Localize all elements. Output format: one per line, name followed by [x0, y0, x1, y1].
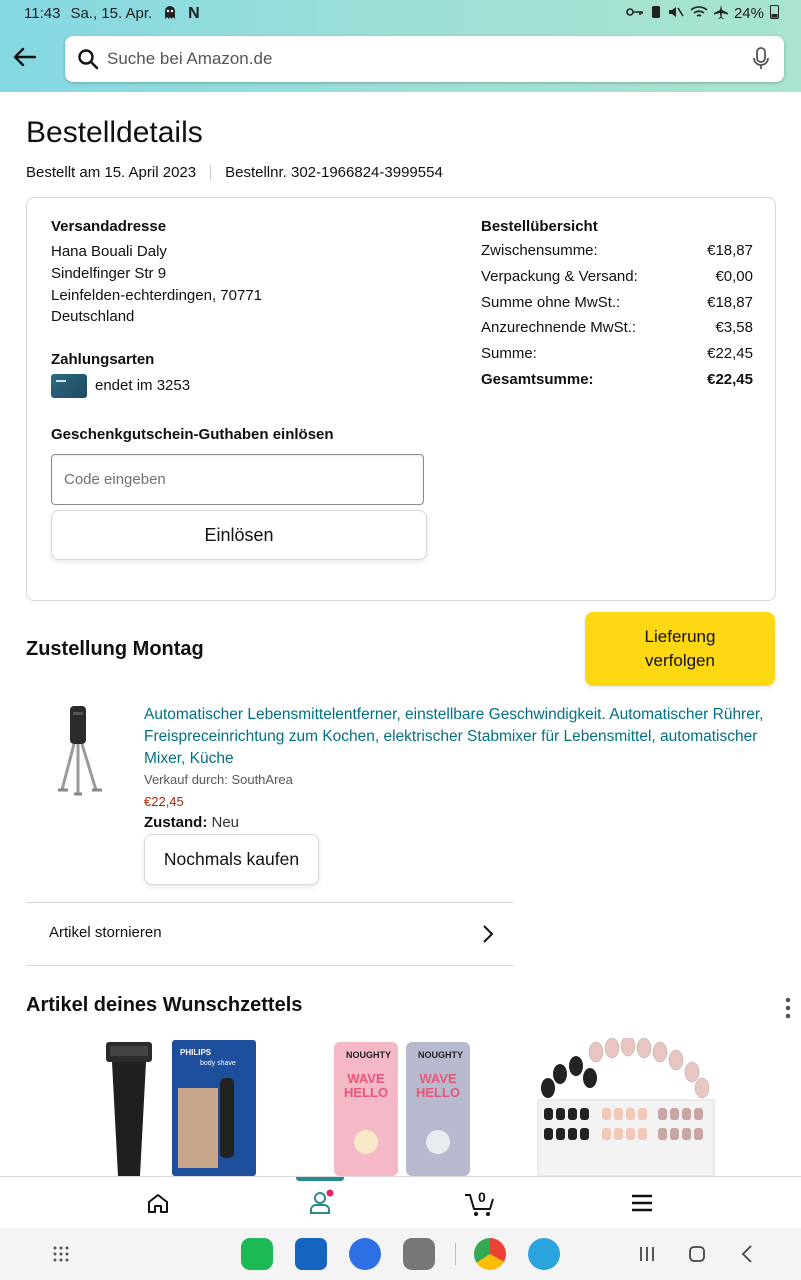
order-info-card: [26, 197, 776, 601]
track-delivery-button[interactable]: [585, 612, 775, 686]
wishlist-item-shaver[interactable]: [100, 1038, 260, 1176]
shipping-name: Hana Bouali Daly: [51, 243, 167, 260]
summary-value: €18,87: [707, 242, 753, 259]
outlook-app-icon[interactable]: [295, 1238, 327, 1270]
summary-row: [481, 266, 753, 288]
airplane-icon: [714, 5, 728, 22]
ghost-icon: [162, 4, 178, 23]
order-info-left: [51, 218, 431, 545]
condition-label: Zustand:: [144, 814, 208, 831]
summary-row: [481, 317, 753, 339]
meta-divider: [210, 165, 211, 181]
nav-account[interactable]: [260, 1177, 380, 1229]
track-delivery-label: Lieferung verfolgen: [644, 627, 716, 670]
order-summary: [481, 218, 753, 395]
status-bar: [0, 0, 801, 28]
summary-label: Summe ohne MwSt.:: [481, 293, 621, 311]
mic-icon[interactable]: [752, 47, 770, 71]
wifi-icon: [690, 5, 708, 22]
summary-label: Zwischensumme:: [481, 242, 598, 259]
wishlist-item3-text: WAVE HELLO: [416, 1071, 461, 1100]
battery-icon: [770, 4, 779, 22]
chevron-right-icon: [482, 925, 494, 943]
wishlist-item-nails[interactable]: [536, 1038, 716, 1176]
battery-percent: 24%: [733, 4, 764, 22]
summary-total-value: €22,45: [707, 370, 753, 388]
product-title-link[interactable]: Automatischer Lebensmittelentferner, einstellbare Geschwindigkeit. Automatischer Rührer, Freispreceinrichtung zum Kochen, elektrischer Stabmixer für Lebensmittel, automatischer Mixer, Küche: [144, 706, 764, 767]
delivery-title: Zustellung Montag: [26, 638, 204, 660]
wishlist-item2-text: WAVE HELLO: [344, 1071, 389, 1100]
summary-label: Summe:: [481, 345, 537, 363]
order-meta: [26, 164, 443, 181]
condition-value: Neu: [211, 814, 240, 831]
payment-card-text: endet im 3253: [95, 377, 191, 395]
summary-row: [481, 240, 753, 262]
home-icon: [147, 1193, 169, 1213]
back-button-icon[interactable]: [740, 1245, 754, 1263]
summary-row: [481, 292, 753, 314]
summary-total-row: [481, 369, 753, 391]
home-button-icon[interactable]: [688, 1245, 706, 1263]
card-icon: [51, 374, 87, 398]
shipping-heading: Versandadresse: [51, 218, 167, 235]
nav-menu[interactable]: [580, 1177, 700, 1229]
wishlist-item3-brand: NOUGHTY: [418, 1050, 463, 1060]
search-bar[interactable]: [65, 36, 784, 82]
wishlist-item1-text: body shave: [200, 1060, 236, 1067]
vibrate-icon: [650, 5, 662, 22]
page-title: Bestelldetails: [26, 116, 203, 149]
shipping-city: Leinfelden-echterdingen, 70771: [51, 286, 263, 304]
top-bar: [0, 0, 801, 92]
order-date: Bestellt am 15. April 2023: [26, 164, 197, 181]
gift-code-input[interactable]: [51, 454, 424, 505]
product-condition: [144, 814, 239, 831]
summary-value: €18,87: [707, 293, 753, 311]
search-icon: [77, 48, 99, 70]
summary-value: €22,45: [707, 345, 753, 363]
cart-count: 0: [478, 1189, 486, 1205]
summary-label: Verpackung & Versand:: [481, 267, 638, 285]
status-time: 11:43: [24, 5, 61, 22]
payment-heading: Zahlungsarten: [51, 351, 155, 369]
menu-icon: [631, 1194, 653, 1212]
nav-cart[interactable]: [420, 1177, 540, 1229]
back-arrow-icon[interactable]: [10, 42, 40, 72]
search-placeholder: Suche bei Amazon.de: [107, 49, 273, 68]
account-icon: [308, 1189, 334, 1215]
chrome-app-icon[interactable]: [474, 1238, 506, 1270]
app-bottom-nav: [0, 1176, 801, 1228]
product-image[interactable]: [50, 704, 108, 802]
cancel-items-label: Artikel stornieren: [49, 924, 162, 941]
key-icon: [626, 5, 644, 21]
recents-icon[interactable]: [638, 1245, 656, 1263]
summary-total-label: Gesamtsumme:: [481, 370, 594, 388]
wishlist-title: Artikel deines Wunschzettels: [26, 994, 303, 1016]
kebab-icon[interactable]: [784, 996, 792, 1020]
apps-grid-icon[interactable]: [52, 1245, 70, 1263]
status-date: Sa., 15. Apr.: [70, 5, 153, 22]
wishlist-item1-brand: PHILIPS: [180, 1048, 212, 1057]
phone-app-icon[interactable]: [241, 1238, 273, 1270]
mute-icon: [668, 5, 684, 22]
summary-value: €0,00: [715, 267, 753, 285]
summary-heading: Bestellübersicht: [481, 218, 598, 235]
summary-value: €3,58: [715, 319, 753, 337]
cancel-items-row[interactable]: [26, 903, 514, 966]
shipping-street: Sindelfinger Str 9: [51, 264, 167, 282]
telegram-app-icon[interactable]: [528, 1238, 560, 1270]
wishlist-item-shampoo[interactable]: [330, 1038, 480, 1176]
order-number: Bestellnr. 302-1966824-3999554: [225, 164, 443, 181]
summary-row: [481, 343, 753, 365]
divider: [26, 965, 514, 966]
nav-home[interactable]: [98, 1177, 218, 1229]
gift-heading: Geschenkgutschein-Guthaben einlösen: [51, 426, 334, 444]
summary-label: Anzurechnende MwSt.:: [481, 319, 637, 337]
wishlist-carousel: [0, 1038, 801, 1176]
dock-divider: [455, 1243, 456, 1265]
shipping-country: Deutschland: [51, 308, 135, 326]
netflix-icon: N: [188, 4, 200, 22]
redeem-button[interactable]: Einlösen: [51, 510, 427, 560]
buy-again-button[interactable]: Nochmals kaufen: [144, 834, 319, 885]
product-price: €22,45: [144, 794, 184, 809]
payment-method: [51, 374, 431, 398]
wishlist-item2-brand: NOUGHTY: [346, 1050, 391, 1060]
messages-app-icon[interactable]: [349, 1238, 381, 1270]
product-seller: Verkauf durch: SouthArea: [144, 772, 293, 787]
folder-app-icon[interactable]: [403, 1238, 435, 1270]
system-nav-bar: [0, 1228, 801, 1280]
